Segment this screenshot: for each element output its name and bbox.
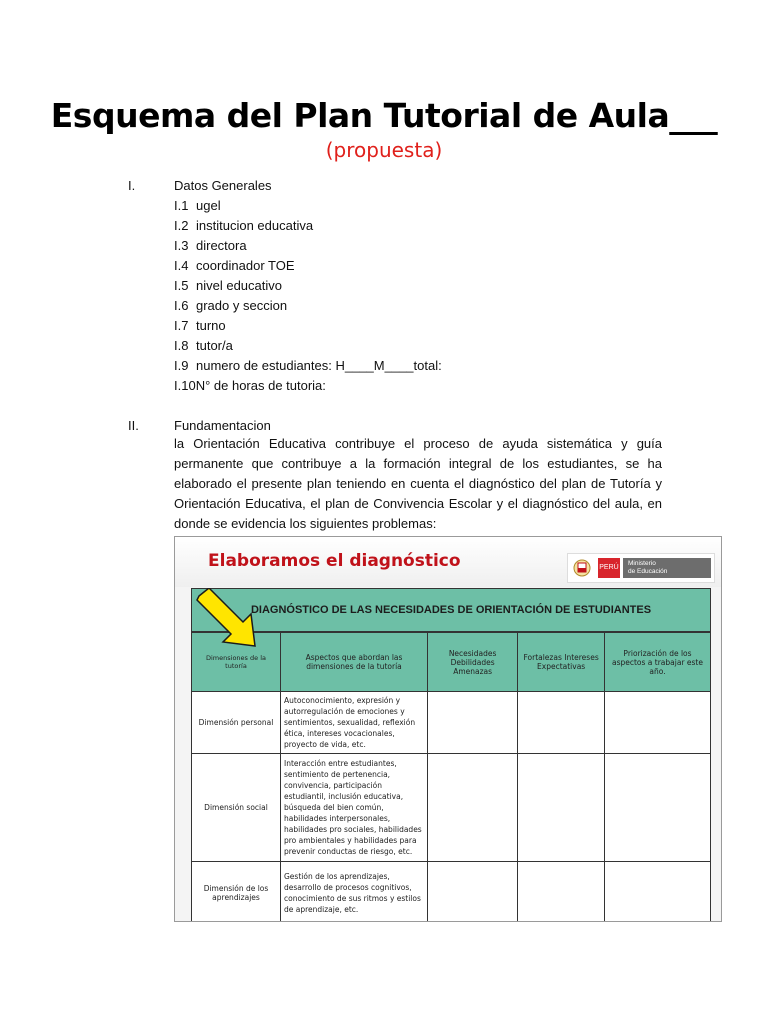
diagnostic-slide (174, 536, 722, 922)
item-label: grado y seccion (196, 298, 288, 313)
item-number: I.4 (174, 258, 189, 273)
aspects-cell: Autoconocimiento, expresión y autorregulación de emociones y sentimientos, sexualidad, reflexión ética, intereses vocacionales, proyecto de vida, etc. (281, 692, 428, 754)
column-header: Aspectos que abordan las dimensiones de la tutoría (281, 633, 428, 692)
list-item (174, 238, 247, 253)
dimension-cell: Dimensión social (192, 754, 281, 862)
ministry-logo (567, 553, 715, 583)
table-row (192, 754, 711, 862)
section-2-number: II. (128, 418, 139, 433)
item-number: I.6 (174, 298, 189, 313)
table-row (192, 862, 711, 923)
table-header-row (192, 633, 711, 692)
yellow-arrow-icon (193, 588, 259, 650)
slide-title: Elaboramos el diagnóstico (208, 551, 461, 571)
list-item (174, 338, 233, 353)
fundamentacion-paragraph: la Orientación Educativa contribuye el proceso de ayuda sistemática y guía permanente que contribuye a la formación integral de los estudiantes, se ha elaborado el presente plan teniendo en cuenta el diagnóstico del plan de Tutoría y Orientación Educativa, el plan de Convivencia Escolar y el diagnóstico del aula, en donde se evidencia los siguientes problemas: (174, 436, 662, 531)
ministry-label (623, 558, 711, 578)
item-label: directora (196, 238, 247, 253)
column-header: Fortalezas Intereses Expectativas (518, 633, 605, 692)
item-label: institucion educativa (196, 218, 314, 233)
diagnostic-table-area (191, 588, 711, 922)
empty-cell[interactable] (428, 754, 518, 862)
list-item (174, 298, 287, 313)
item-label: turno (196, 318, 226, 333)
list-item (174, 378, 326, 393)
item-label: tutor/a (196, 338, 233, 353)
empty-cell[interactable] (428, 692, 518, 754)
empty-cell[interactable] (518, 692, 605, 754)
item-label: N° de horas de tutoria: (195, 378, 326, 393)
diagnostic-table (191, 632, 711, 922)
column-header: Necesidades Debilidades Amenazas (428, 633, 518, 692)
item-number: I.10 (174, 378, 196, 393)
column-header: Dimensiones de la tutoría (192, 633, 281, 692)
item-number: I.3 (174, 238, 189, 253)
item-label: nivel educativo (196, 278, 282, 293)
empty-cell[interactable] (604, 692, 710, 754)
list-item (174, 358, 442, 373)
item-number: I.9 (174, 358, 189, 373)
item-number: I.7 (174, 318, 189, 333)
ministry-line-1: Ministerio (628, 560, 656, 567)
dimension-cell: Dimensión personal (192, 692, 281, 754)
item-number: I.5 (174, 278, 189, 293)
table-title: DIAGNÓSTICO DE LAS NECESIDADES DE ORIENTACIÓN DE ESTUDIANTES (191, 588, 711, 632)
dimension-cell: Dimensión de los aprendizajes (192, 862, 281, 923)
table-row (192, 692, 711, 754)
aspects-cell: Interacción entre estudiantes, sentimiento de pertenencia, convivencia, participación estudiantil, inclusión educativa, búsqueda del bien común, habilidades interpersonales, habilidades pro sociales, habilidades pro ambientales y habilidades para prevenir conductas de riesgo, etc. (281, 754, 428, 862)
document-subtitle: (propuesta) (325, 138, 443, 162)
list-item (174, 278, 282, 293)
empty-cell[interactable] (604, 862, 710, 923)
item-label: numero de estudiantes: H____M____total: (196, 358, 442, 373)
column-header: Priorización de los aspectos a trabajar este año. (604, 633, 710, 692)
empty-cell[interactable] (604, 754, 710, 862)
item-number: I.2 (174, 218, 189, 233)
list-item (174, 218, 313, 233)
aspects-cell: Gestión de los aprendizajes, desarrollo de procesos cognitivos, conocimiento de sus ritmos y estilos de aprendizaje, etc. (281, 862, 428, 923)
document-title: Esquema del Plan Tutorial de Aula___ (50, 96, 718, 135)
item-label: ugel (196, 198, 221, 213)
list-item (174, 258, 295, 273)
list-item (174, 318, 226, 333)
coat-of-arms-icon (572, 557, 592, 577)
ministry-line-2: de Educación (628, 568, 668, 575)
list-item (174, 198, 221, 213)
item-label: coordinador TOE (196, 258, 295, 273)
section-1-heading: Datos Generales (174, 178, 272, 193)
item-number: I.8 (174, 338, 189, 353)
empty-cell[interactable] (518, 862, 605, 923)
item-number: I.1 (174, 198, 189, 213)
empty-cell[interactable] (428, 862, 518, 923)
section-1-number: I. (128, 178, 136, 193)
section-2-heading: Fundamentacion (174, 418, 271, 433)
empty-cell[interactable] (518, 754, 605, 862)
peru-label: PERÚ (598, 558, 620, 578)
